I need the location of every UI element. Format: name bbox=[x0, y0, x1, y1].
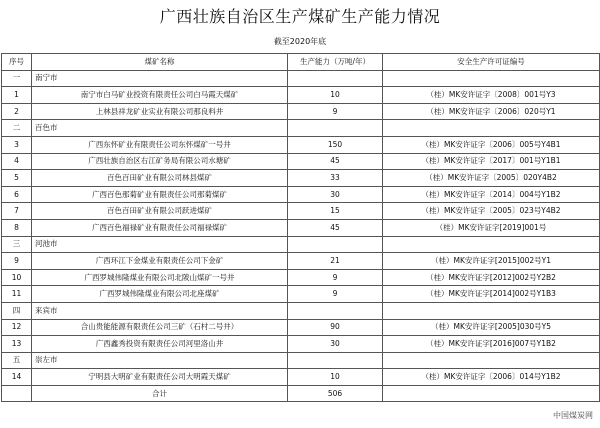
cell-name: 河池市 bbox=[32, 236, 288, 253]
cell-license: （桂）MK安许证字[2019]001号 bbox=[383, 219, 600, 236]
cell-name: 广西罗城伟隆煤业有限公司北陂山煤矿一号井 bbox=[32, 269, 288, 286]
cell-license: （桂）MK安许证字〔2014〕004号Y1B2 bbox=[383, 186, 600, 203]
region-row bbox=[2, 120, 600, 137]
cell-license bbox=[383, 302, 600, 319]
cell-capacity: 150 bbox=[288, 136, 383, 153]
cell-capacity: 30 bbox=[288, 336, 383, 353]
cell-name: 崇左市 bbox=[32, 352, 288, 369]
cell-license: （桂）MK安许证字〔2006〕005号Y4B1 bbox=[383, 136, 600, 153]
cell-license: （桂）MK安许证字〔2008〕001号Y3 bbox=[383, 87, 600, 104]
cell-name: 广西东怀矿业有限责任公司东怀煤矿一号井 bbox=[32, 136, 288, 153]
cell-capacity: 21 bbox=[288, 253, 383, 270]
region-row bbox=[2, 70, 600, 87]
total-row bbox=[2, 385, 600, 402]
cell-no: 12 bbox=[2, 319, 32, 336]
cell-capacity bbox=[288, 302, 383, 319]
table-row bbox=[2, 369, 600, 386]
cell-no: 五 bbox=[2, 352, 32, 369]
cell-capacity: 90 bbox=[288, 319, 383, 336]
table-row bbox=[2, 286, 600, 303]
cell-capacity: 45 bbox=[288, 153, 383, 170]
table-row bbox=[2, 186, 600, 203]
table-row bbox=[2, 336, 600, 353]
cell-no: 8 bbox=[2, 219, 32, 236]
cell-license bbox=[383, 236, 600, 253]
cell-no: 一 bbox=[2, 70, 32, 87]
cell-no: 二 bbox=[2, 120, 32, 137]
cell-name: 广西百色福禄矿业有限责任公司福禄煤矿 bbox=[32, 219, 288, 236]
cell-no: 2 bbox=[2, 103, 32, 120]
cell-capacity bbox=[288, 352, 383, 369]
cell-name: 上林县祥龙矿业实业有限公司那良料井 bbox=[32, 103, 288, 120]
cell-no: 13 bbox=[2, 336, 32, 353]
cell-capacity bbox=[288, 236, 383, 253]
cell-capacity: 9 bbox=[288, 286, 383, 303]
table-row bbox=[2, 219, 600, 236]
table-row bbox=[2, 170, 600, 187]
cell-license: （桂）MK安许证字[2005]030号Y5 bbox=[383, 319, 600, 336]
table-row bbox=[2, 269, 600, 286]
cell-no: 5 bbox=[2, 170, 32, 187]
cell-no: 3 bbox=[2, 136, 32, 153]
table-row bbox=[2, 319, 600, 336]
cell-name: 广西鑫秀投资有限责任公司河里洛山井 bbox=[32, 336, 288, 353]
table-row bbox=[2, 103, 600, 120]
cell-no: 6 bbox=[2, 186, 32, 203]
cell-name: 来宾市 bbox=[32, 302, 288, 319]
document-subtitle: 截至2020年底 bbox=[273, 37, 327, 46]
cell-capacity: 45 bbox=[288, 219, 383, 236]
cell-name: 广西百色那菊矿业有限责任公司那菊煤矿 bbox=[32, 186, 288, 203]
cell-name: 南宁市白马矿业投资有限责任公司白马霞天煤矿 bbox=[32, 87, 288, 104]
total-label: 合计 bbox=[32, 385, 288, 402]
table-row bbox=[2, 136, 600, 153]
cell-license: （桂）MK安许证字〔2005〕020Y4B2 bbox=[383, 170, 600, 187]
cell-no: 14 bbox=[2, 369, 32, 386]
cell-license: （桂）MK安许证字〔2006〕014号Y1B2 bbox=[383, 369, 600, 386]
cell-license: （桂）MK安许证字〔2005〕023号Y4B2 bbox=[383, 203, 600, 220]
cell-name: 百色市 bbox=[32, 120, 288, 137]
table-body bbox=[2, 70, 600, 385]
cell-name: 宁明县大明矿业有限责任公司大明霞天煤矿 bbox=[32, 369, 288, 386]
header-license: 安全生产许可证编号 bbox=[383, 54, 600, 71]
table-row bbox=[2, 253, 600, 270]
table-header-row bbox=[2, 54, 600, 71]
cell-no: 9 bbox=[2, 253, 32, 270]
cell-license: （桂）MK安许证字[2014]002号Y1B3 bbox=[383, 286, 600, 303]
cell-license: （桂）MK安许证字[2015]002号Y1 bbox=[383, 253, 600, 270]
cell-name: 百色百田矿业有限公司林县煤矿 bbox=[32, 170, 288, 187]
source-watermark: 中国煤炭网 bbox=[550, 409, 596, 422]
capacity-table bbox=[1, 53, 600, 402]
region-row bbox=[2, 302, 600, 319]
cell-name: 南宁市 bbox=[32, 70, 288, 87]
cell-license bbox=[383, 120, 600, 137]
cell-no: 1 bbox=[2, 87, 32, 104]
total-license bbox=[383, 385, 600, 402]
cell-capacity: 9 bbox=[288, 269, 383, 286]
region-row bbox=[2, 236, 600, 253]
cell-license: （桂）MK安许证字[2012]002号Y2B2 bbox=[383, 269, 600, 286]
cell-no: 三 bbox=[2, 236, 32, 253]
cell-no: 11 bbox=[2, 286, 32, 303]
header-name: 煤矿名称 bbox=[32, 54, 288, 71]
table-row bbox=[2, 87, 600, 104]
region-row bbox=[2, 352, 600, 369]
header-no: 序号 bbox=[2, 54, 32, 71]
cell-name: 百色百田矿业有限公司跃进煤矿 bbox=[32, 203, 288, 220]
cell-no: 四 bbox=[2, 302, 32, 319]
header-capacity: 生产能力（万吨/年） bbox=[288, 54, 383, 71]
document-title: 广西壮族自治区生产煤矿生产能力情况 bbox=[159, 7, 441, 26]
cell-capacity: 10 bbox=[288, 87, 383, 104]
cell-license: （桂）MK安许证字〔2006〕020号Y1 bbox=[383, 103, 600, 120]
cell-capacity: 9 bbox=[288, 103, 383, 120]
cell-capacity: 15 bbox=[288, 203, 383, 220]
cell-license: （桂）MK安许证字〔2017〕001号Y1B1 bbox=[383, 153, 600, 170]
cell-license bbox=[383, 352, 600, 369]
cell-license bbox=[383, 70, 600, 87]
cell-no: 10 bbox=[2, 269, 32, 286]
cell-name: 广西壮族自治区右江矿务局有限公司水塘矿 bbox=[32, 153, 288, 170]
cell-name: 广西环江下金煤业有限责任公司下金矿 bbox=[32, 253, 288, 270]
cell-no: 7 bbox=[2, 203, 32, 220]
cell-no: 4 bbox=[2, 153, 32, 170]
cell-capacity: 33 bbox=[288, 170, 383, 187]
total-no bbox=[2, 385, 32, 402]
cell-name: 合山贵能能源有限责任公司三矿（石村二号井） bbox=[32, 319, 288, 336]
cell-name: 广西罗城伟隆煤业有限公司北座煤矿 bbox=[32, 286, 288, 303]
cell-capacity: 10 bbox=[288, 369, 383, 386]
total-capacity: 506 bbox=[288, 385, 383, 402]
cell-license: （桂）MK安许证字[2016]007号Y1B2 bbox=[383, 336, 600, 353]
table-row bbox=[2, 153, 600, 170]
cell-capacity bbox=[288, 70, 383, 87]
table-row bbox=[2, 203, 600, 220]
cell-capacity bbox=[288, 120, 383, 137]
cell-capacity: 30 bbox=[288, 186, 383, 203]
